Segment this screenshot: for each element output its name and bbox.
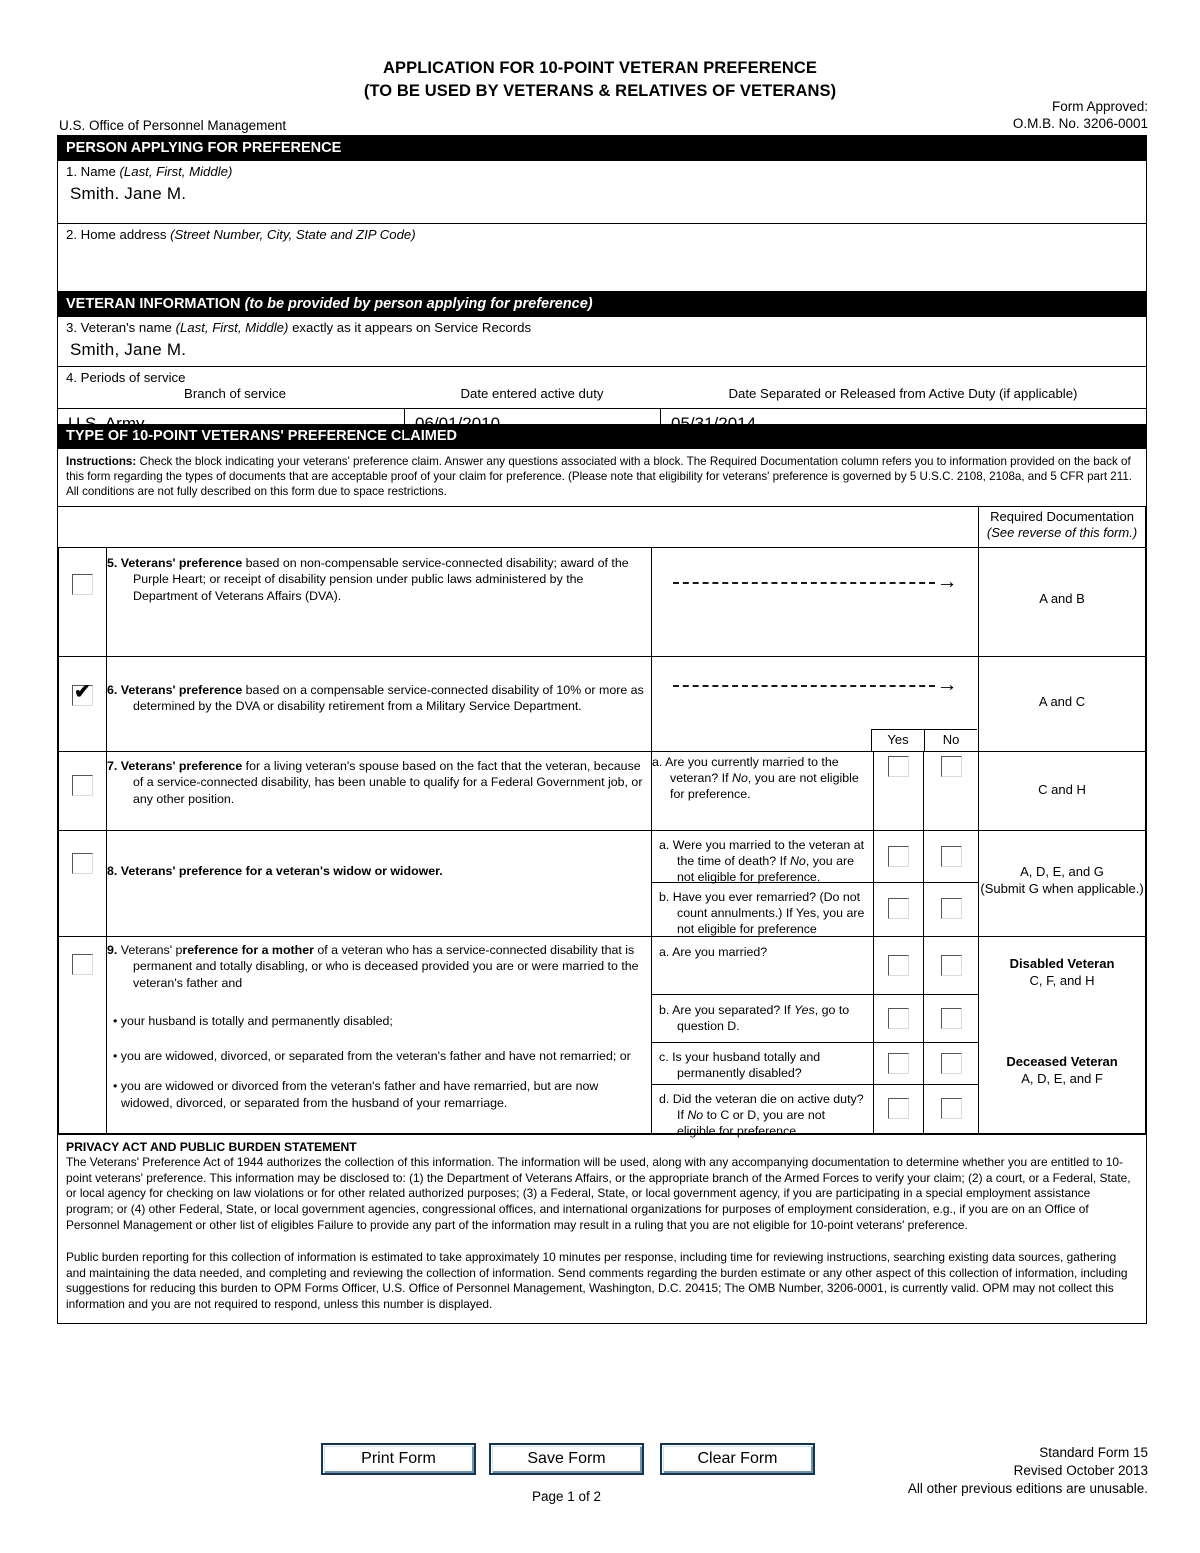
row8-question-a [652, 831, 873, 883]
row5-documentation: A and B [1039, 590, 1085, 606]
row8-documentation-line2: (Submit G when applicable.) [980, 880, 1144, 896]
branch-of-service-value[interactable]: U.S. Army [68, 414, 145, 433]
checkbox-row9-qc-yes[interactable] [888, 1053, 909, 1074]
row6-description: based on a compensable service-connected disability of 10% or more as determined by the DVA or disability retirement from a Military Service Department. [133, 682, 644, 714]
row5-arrow-cell [652, 547, 979, 656]
address-label [58, 224, 1146, 243]
row8-q-a-italic: No [789, 853, 806, 868]
checkbox-item-9[interactable] [72, 954, 93, 975]
checkbox-row9-qc-no[interactable] [941, 1053, 962, 1074]
dashed-line-icon [673, 582, 935, 584]
checkbox-row8-qb-yes[interactable] [888, 898, 909, 919]
row7-yes-cell[interactable] [874, 751, 924, 830]
row9-q-b-post: , go to question D. [677, 1002, 850, 1033]
address-label-hint: (Street Number, City, State and ZIP Code) [170, 227, 416, 242]
row8-documentation-cell [979, 830, 1146, 936]
print-form-button[interactable]: Print Form [321, 1443, 476, 1475]
instructions-label: Instructions: [66, 455, 137, 468]
row9-q-d-pre: Did the veteran die on active duty? If [672, 1091, 864, 1122]
checkbox-item-8[interactable] [72, 853, 93, 874]
row9-yes-cell[interactable] [874, 936, 924, 1133]
sf-editions: All other previous editions are unusable. [907, 1481, 1148, 1496]
veteran-name-value[interactable]: Smith, Jane M. [70, 340, 187, 359]
row7-checkbox-cell[interactable] [59, 751, 107, 830]
checkbox-row9-qa-no[interactable] [941, 955, 962, 976]
row9-bullet-3-text: you are widowed or divorced from the veteran's father and have remarried, but are now widowed, divorced, or separated from the husband of your remarriage. [120, 1079, 599, 1110]
row7-documentation-cell [979, 751, 1146, 830]
row7-documentation: C and H [1038, 781, 1086, 797]
row9-bullet-2-text: you are widowed, divorced, or separated from the veteran's father and have not remarried; or [120, 1048, 631, 1063]
periods-column-headers [58, 386, 1146, 408]
row9-question-a [652, 937, 873, 995]
sf-number: Standard Form 15 [1039, 1445, 1148, 1460]
row9-bullet-1: • your husband is totally and permanently disabled; [113, 1014, 393, 1029]
field-periods-of-service [58, 367, 1146, 433]
row9-desc-bold: reference for a mother [182, 942, 314, 957]
standard-form-info [908, 1444, 1148, 1498]
row6-arrow [652, 657, 978, 696]
row8-no-cell[interactable] [924, 830, 979, 936]
veteran-name-label-post: exactly as it appears on Service Records [288, 320, 532, 335]
row9-question-c [652, 1043, 873, 1085]
privacy-act-section [58, 1134, 1146, 1323]
checkbox-row9-qb-no[interactable] [941, 1008, 962, 1029]
veteran-name-label [58, 317, 1146, 336]
row5-arrow [652, 548, 978, 593]
row9-q-d-post: to C or D, you are not eligible for preference. [677, 1107, 826, 1139]
row7-q-a-italic: No [732, 770, 748, 785]
row9-bullet-2: • you are widowed, divorced, or separated from the veteran's father and have not remarried; or [113, 1048, 631, 1063]
omb-number: O.M.B. No. 3206-0001 [1012, 116, 1148, 131]
table-row [59, 547, 1146, 656]
row9-doc-deceased-title: Deceased Veteran [1006, 1053, 1118, 1069]
field-veteran-name[interactable] [58, 317, 1146, 367]
no-header: No [942, 731, 960, 747]
veteran-bar-subtitle: (to be provided by person applying for preference) [244, 296, 593, 312]
table-row [59, 936, 1146, 1133]
row9-desc-post: of a veteran who has a service-connected disability that is permanent and totally disabling, or who is deceased provided you are or were married to the veteran's father and [133, 942, 639, 990]
section-header-veteran [58, 292, 1146, 317]
date-separated-value[interactable]: 05/31/2014 [660, 409, 1146, 439]
row8-questions-cell [652, 830, 874, 936]
checkbox-row7-qa-yes[interactable] [888, 756, 909, 777]
row8-q-b-pre: Have you ever remarried? (Do not count annulments.) If Yes, you are not eligible for preference [672, 889, 865, 937]
date-entered-active-duty-value[interactable]: 06/01/2010 [404, 409, 660, 439]
checkbox-row9-qd-no[interactable] [941, 1098, 962, 1119]
form-body [57, 135, 1147, 1324]
row5-checkbox-cell[interactable] [59, 547, 107, 656]
checkbox-row9-qa-yes[interactable] [888, 955, 909, 976]
row9-doc-deceased-body: A, D, E, and F [1021, 1070, 1103, 1086]
form-approved-label: Form Approved: [1051, 99, 1148, 114]
field-name[interactable] [58, 161, 1146, 224]
row5-description: based on non-compensable service-connected disability; award of the Purple Heart; or receipt of disability pension under public laws administered by the Department of Veterans Affairs (DVA). [133, 555, 629, 603]
row6-documentation-cell [979, 656, 1146, 751]
row6-description-cell [107, 656, 652, 751]
checkbox-row9-qb-yes[interactable] [888, 1008, 909, 1029]
row9-q-a-pre: Are you married? [672, 944, 768, 959]
row8-checkbox-cell[interactable] [59, 830, 107, 936]
header-blank-cell [59, 507, 979, 548]
name-label-hint: (Last, First, Middle) [119, 164, 233, 179]
sf-revised: Revised October 2013 [1013, 1463, 1148, 1478]
row9-q-d-italic: No [687, 1107, 704, 1122]
checkbox-row9-qd-yes[interactable] [888, 1098, 909, 1119]
row9-questions-cell [652, 936, 874, 1139]
row7-description: for a living veteran's spouse based on the fact that the veteran, because of a service-connected disability, has been unable to qualify for a Federal Government job, or any other position. [133, 758, 643, 806]
row8-question-b [652, 883, 873, 937]
row6-number: 6. [107, 682, 118, 697]
periods-label: 4. Periods of service [66, 370, 186, 385]
column-header-branch: Branch of service [184, 386, 286, 401]
row9-q-a-label: a. [659, 944, 670, 959]
row9-q-c-pre: Is your husband totally and permanently disabled? [672, 1049, 821, 1080]
row9-q-c-label: c. [659, 1049, 669, 1064]
row9-bullet-3: • you are widowed or divorced from the veteran's father and have remarried, but are now widowed, divorced, or separated from the husband of your remarriage. [113, 1079, 599, 1110]
name-value[interactable]: Smith. Jane M. [70, 184, 187, 203]
dashed-line-icon [673, 685, 935, 687]
veteran-bar-title: VETERAN INFORMATION [66, 296, 245, 312]
form-title [0, 57, 1200, 103]
address-value[interactable] [58, 243, 1146, 249]
row9-description-cell [107, 936, 652, 1133]
row6-documentation: A and C [1038, 693, 1086, 709]
row7-q-a-post: , you are not eligible for preference. [670, 770, 859, 802]
row6-arrow-cell [652, 656, 979, 751]
row9-q-b-pre: Are you separated? If [672, 1002, 795, 1017]
row7-q-a-label: a. [652, 754, 663, 769]
doc-header-line2: (See reverse of this form.) [986, 524, 1138, 540]
row5-documentation-cell [979, 547, 1146, 656]
row9-q-d-label: d. [659, 1091, 670, 1106]
row8-q-a-post: , you are not eligible for preference. [677, 853, 855, 885]
row7-question-cell [652, 751, 874, 830]
checkbox-row7-qa-no[interactable] [941, 756, 962, 777]
field-home-address[interactable] [58, 224, 1146, 292]
section-header-person: PERSON APPLYING FOR PREFERENCE [58, 136, 1146, 161]
table-row [59, 830, 1146, 936]
agency-name: U.S. Office of Personnel Management [59, 118, 287, 133]
row9-question-d [652, 1085, 873, 1139]
table-row [59, 656, 1146, 751]
row9-doc-disabled-title: Disabled Veteran [1009, 955, 1115, 971]
row7-no-cell[interactable] [924, 751, 979, 830]
privacy-paragraph-2: Public burden reporting for this collection of information is estimated to take approximately 10 minutes per response, including time for reviewing instructions, searching existing data sources, gathering and maintaining the data needed, and completing and reviewing the collection of information. Send comments regarding the burden estimate or any other aspect of this collection of information, including suggestions for reducing this burden to OPM Forms Officer, U.S. Office of Personnel Management, Washington, D.C. 20415; The OMB Number, 3206-0001, is currently valid. OPM may not collect this information and you are not required to respond, unless this number is displayed. [66, 1250, 1128, 1311]
preference-table [58, 507, 1146, 1139]
row8-description: 8. Veterans' preference for a veteran's widow or widower. [107, 863, 443, 878]
checkbox-row8-qb-no[interactable] [941, 898, 962, 919]
instructions-text: Check the block indicating your veterans' preference claim. Answer any questions associated with a block. The Required Documentation column refers you to information provided on the back of this form regarding the types of documents that are acceptable proof of your claim for preference. (Please note that eligibility for veterans' preference is governed by 5 U.S.C. 2108, 2108a, and 5 CFR part 211. All conditions are not fully described on this form due to space restrictions. [66, 455, 1132, 499]
row5-number: 5. [107, 555, 118, 570]
doc-header-line1: Required Documentation [990, 508, 1134, 524]
column-header-separated: Date Separated or Released from Active Duty (if applicable) [728, 386, 1078, 401]
page-number: Page 1 of 2 [531, 1489, 602, 1504]
table-row [59, 751, 1146, 830]
title-line-1: APPLICATION FOR 10-POINT VETERAN PREFERENCE [383, 59, 817, 77]
periods-values-row [58, 408, 1146, 439]
table-header-row [59, 507, 1146, 548]
privacy-title: PRIVACY ACT AND PUBLIC BURDEN STATEMENT [66, 1139, 357, 1154]
address-label-text: Home address [80, 227, 167, 242]
row9-no-cell[interactable] [924, 936, 979, 1133]
clear-form-button[interactable]: Clear Form [660, 1443, 815, 1475]
section-header-preference-type: TYPE OF 10-POINT VETERANS' PREFERENCE CLAIMED [58, 424, 1146, 449]
row5-bold-lead: Veterans' preference [120, 555, 243, 570]
row9-number: 9. [107, 942, 118, 957]
row9-documentation-cell [979, 936, 1146, 1133]
row7-description-cell [107, 751, 652, 830]
row9-q-b-italic: Yes [794, 1002, 815, 1017]
arrow-right-icon: → [936, 672, 958, 696]
checkbox-row8-qa-yes[interactable] [888, 846, 909, 867]
checkbox-item-7[interactable] [72, 775, 93, 796]
column-header-entered: Date entered active duty [460, 386, 604, 401]
row7-number: 7. [107, 758, 118, 773]
yes-no-header-row [871, 729, 977, 751]
row9-doc-disabled-body: C, F, and H [1029, 972, 1095, 988]
form-approved-block [1013, 98, 1148, 132]
row9-question-b [652, 995, 873, 1043]
name-label-text: Name [80, 164, 116, 179]
row6-bold-lead: Veterans' preference [120, 682, 243, 697]
row9-bullet-1-text: your husband is totally and permanently disabled; [120, 1014, 393, 1029]
row9-q-b-label: b. [659, 1002, 670, 1017]
row5-description-cell [107, 547, 652, 656]
required-documentation-header [979, 507, 1146, 548]
row7-bold-lead: Veterans' preference [120, 758, 243, 773]
title-line-2: (TO BE USED BY VETERANS & RELATIVES OF VETERANS) [363, 82, 837, 100]
row9-desc-pre: Veterans' p [120, 942, 183, 957]
privacy-paragraph-1: The Veterans' Preference Act of 1944 authorizes the collection of this information. The information will be used, along with any accompanying documentation to determine whether you are entitled to 10-point veterans' preference. This information may be disclosed to: (1) the Department of Veterans Affairs, or the appropriate branch of the Armed Forces to verify your claim; (2) a court, or a Federal, State, or local agency for checking on law violations or for other related authorized purposes; (3) a Federal, State, or local government agency, if you are participating in a special employment assistance program; or (4) other Federal, State, or local government agencies, congressional offices, and international organizations for purposes of employment consideration, e.g., if you are on an Office of Personnel Management or other list of eligibles Failure to provide any part of the information may result in a ruling that you are not eligible for 10-point veterans' preference. [66, 1155, 1131, 1232]
row7-q-a-pre: Are you currently married to the veteran? If [665, 754, 839, 785]
instructions-paragraph [58, 449, 1146, 507]
name-label-number: 1. [66, 164, 77, 179]
row8-q-a-label: a. [659, 837, 670, 852]
row8-q-b-label: b. [659, 889, 670, 904]
veteran-name-label-pre: 3. Veteran's name [66, 320, 176, 335]
row8-description-cell [107, 830, 652, 936]
row8-documentation-line1: A, D, E, and G [1020, 863, 1104, 879]
checkbox-item-5[interactable] [72, 574, 93, 595]
name-label [58, 161, 1146, 180]
yes-header: Yes [872, 730, 925, 751]
checkbox-item-6[interactable] [72, 685, 93, 706]
row8-q-a-pre: Were you married to the veteran at the time of death? If [672, 837, 865, 868]
row9-checkbox-cell[interactable] [59, 936, 107, 1133]
row8-yes-cell[interactable] [874, 830, 924, 936]
save-form-button[interactable]: Save Form [489, 1443, 644, 1475]
row6-checkbox-cell[interactable] [59, 656, 107, 751]
checkbox-row8-qa-no[interactable] [941, 846, 962, 867]
arrow-right-icon: → [936, 569, 958, 593]
address-label-number: 2. [66, 227, 77, 242]
veteran-name-label-hint: (Last, First, Middle) [175, 320, 289, 335]
